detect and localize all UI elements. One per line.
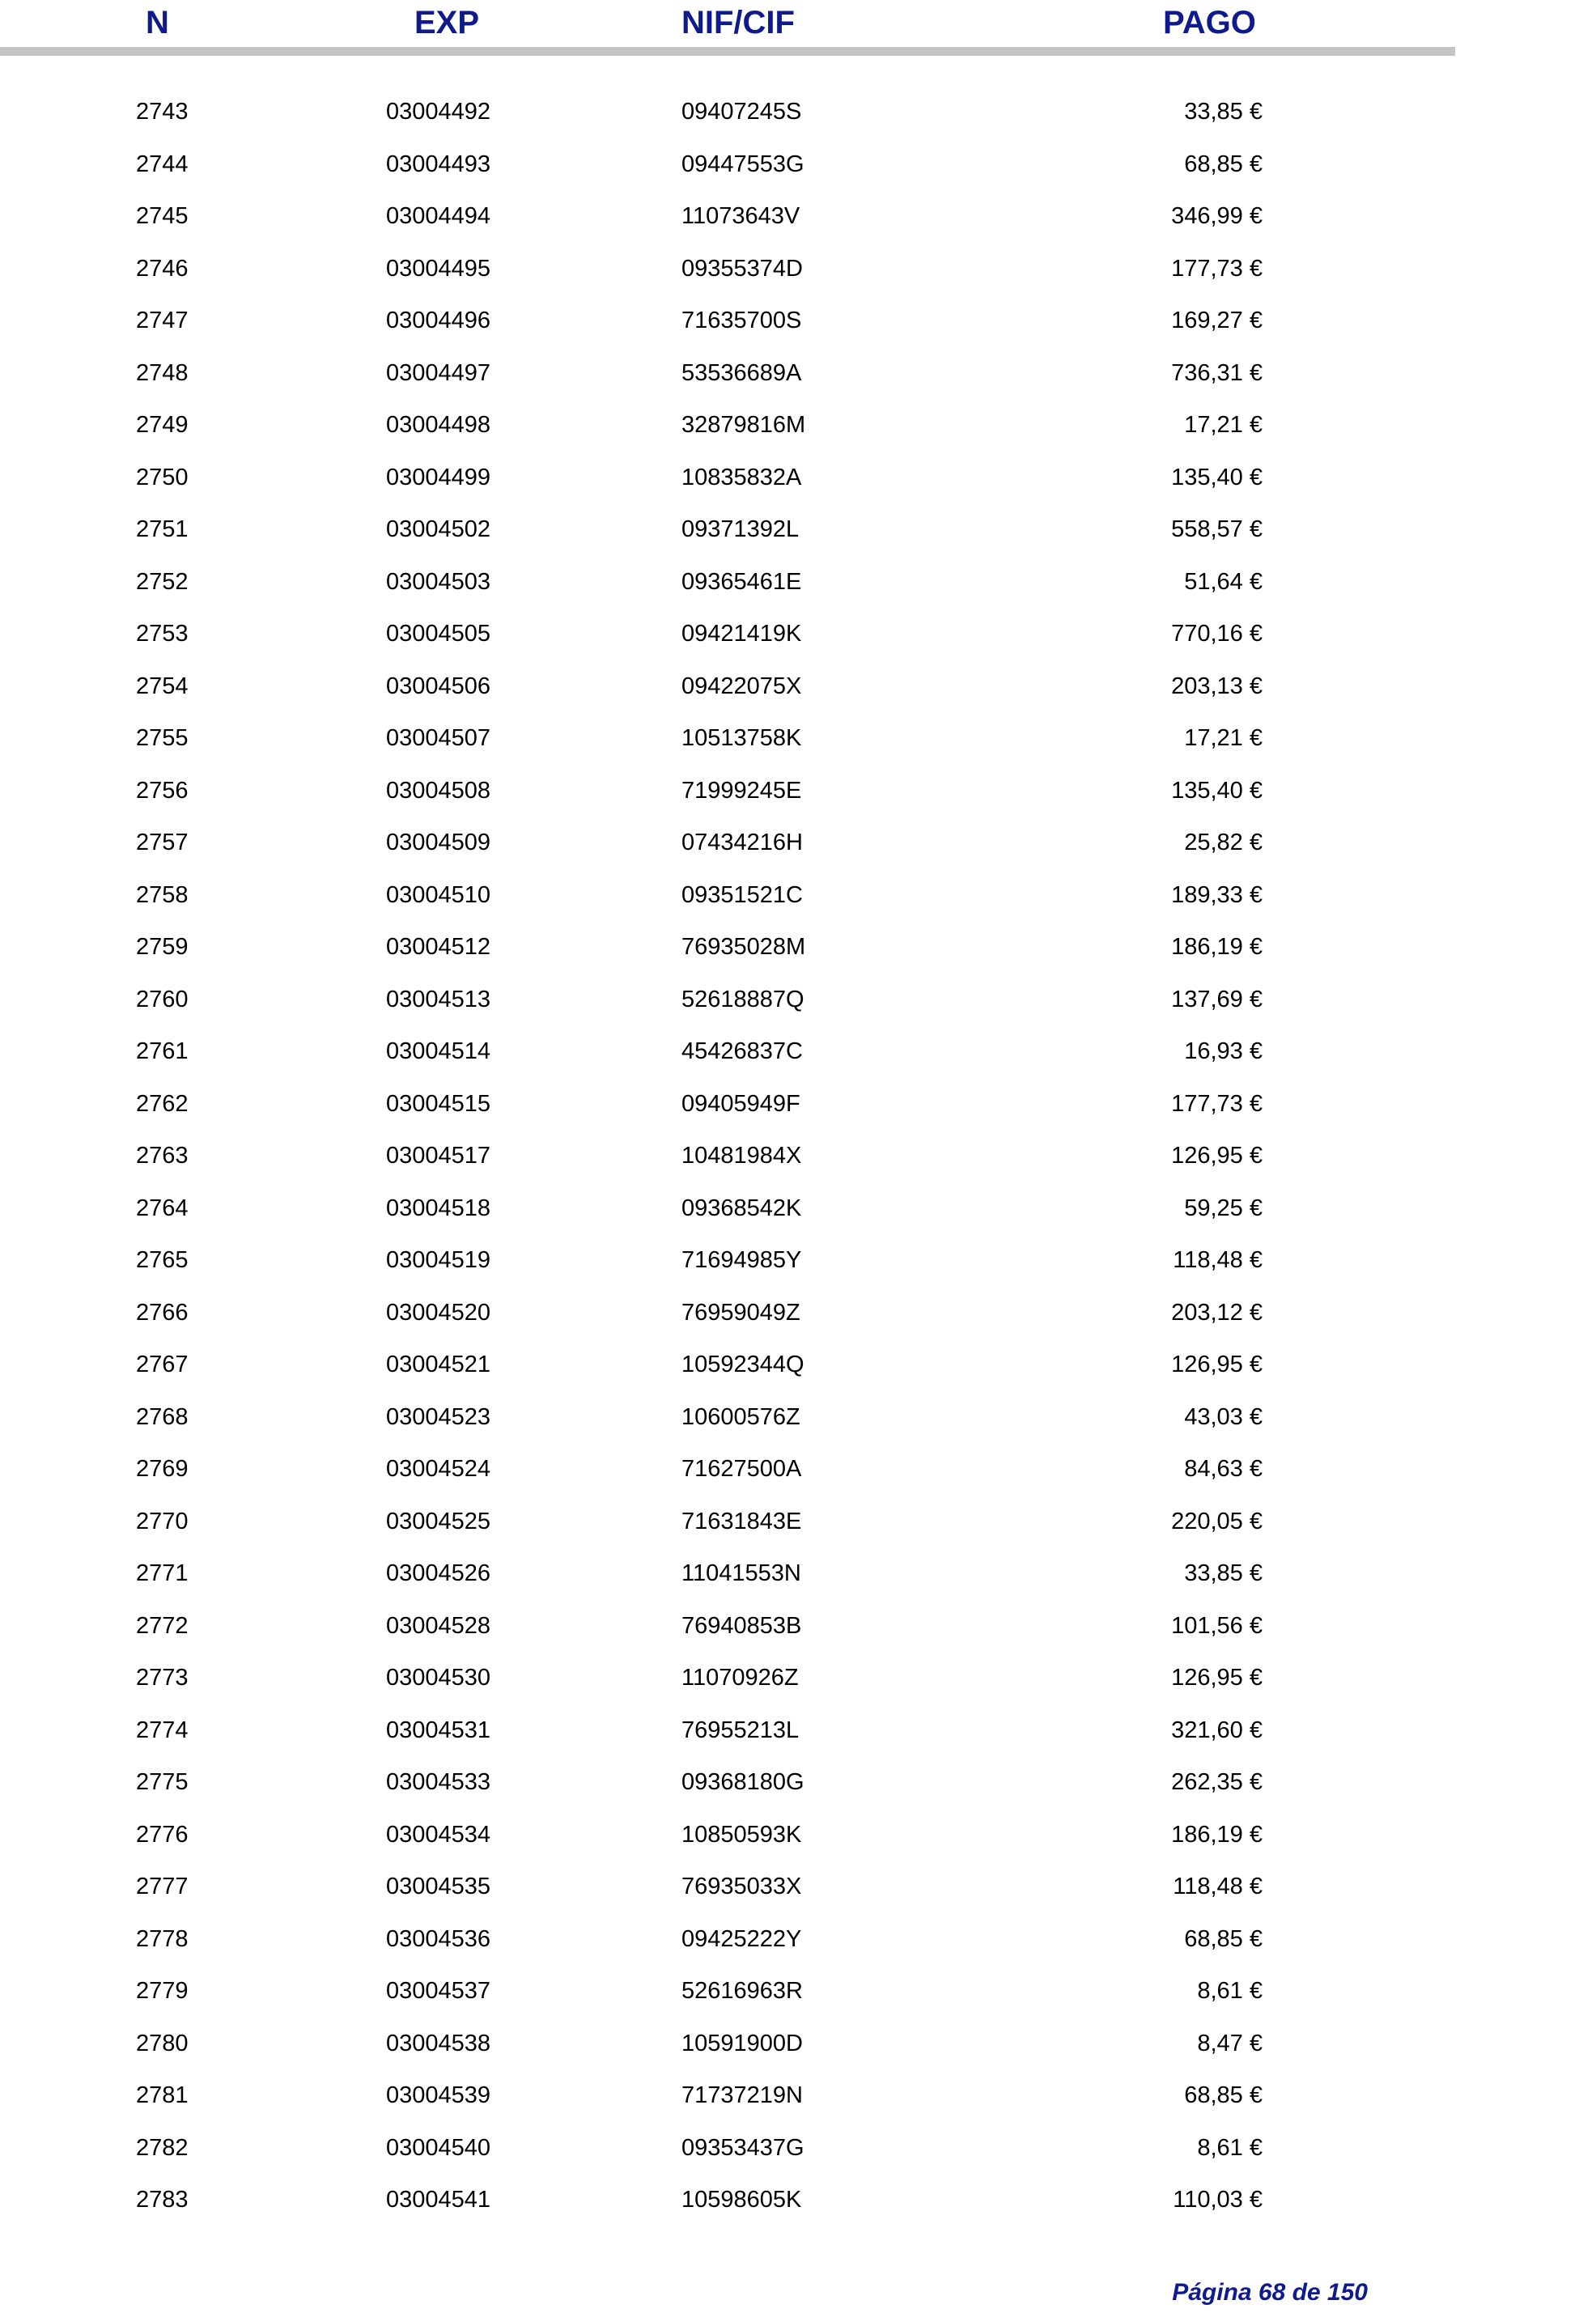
cell-exp: 03004513: [386, 986, 491, 1012]
cell-n: 2783: [136, 2187, 189, 2213]
cell-n: 2762: [136, 1090, 189, 1117]
cell-exp: 03004521: [386, 1352, 491, 1377]
cell-n: 2769: [136, 1456, 189, 1482]
cell-pago: 118,48 €: [1173, 1874, 1263, 1899]
cell-pago: 8,47 €: [1197, 2030, 1263, 2056]
table-row: [0, 456, 1596, 508]
cell-pago: 558,57 €: [1171, 516, 1263, 542]
cell-nif-cif: 10600576Z: [681, 1403, 800, 1430]
cell-nif-cif: 11041553N: [681, 1560, 801, 1586]
cell-n: 2780: [136, 2030, 189, 2056]
cell-exp: 03004514: [386, 1038, 491, 1064]
cell-pago: 186,19 €: [1171, 1821, 1263, 1848]
cell-n: 2767: [136, 1352, 189, 1377]
cell-pago: 177,73 €: [1171, 255, 1263, 282]
table-row: [0, 247, 1596, 299]
cell-nif-cif: 09371392L: [681, 516, 800, 542]
cell-pago: 110,03 €: [1173, 2187, 1263, 2213]
cell-nif-cif: 11073643V: [681, 203, 800, 229]
cell-exp: 03004503: [386, 568, 491, 595]
cell-pago: 220,05 €: [1171, 1508, 1263, 1534]
cell-exp: 03004539: [386, 2082, 491, 2108]
cell-pago: 16,93 €: [1184, 1038, 1263, 1064]
table-row: [0, 1760, 1596, 1813]
table-row: [0, 664, 1596, 717]
cell-pago: 203,13 €: [1171, 673, 1263, 699]
cell-exp: 03004499: [386, 464, 491, 490]
cell-n: 2751: [136, 516, 189, 542]
cell-n: 2747: [136, 308, 189, 333]
cell-n: 2754: [136, 673, 189, 699]
cell-pago: 189,33 €: [1171, 881, 1263, 908]
cell-pago: 770,16 €: [1171, 621, 1263, 647]
table-row: [0, 821, 1596, 873]
cell-nif-cif: 10598605K: [681, 2187, 802, 2213]
cell-n: 2750: [136, 464, 189, 490]
cell-exp: 03004526: [386, 1560, 491, 1586]
cell-exp: 03004541: [386, 2187, 491, 2213]
table-row: [0, 2178, 1596, 2230]
cell-exp: 03004519: [386, 1247, 491, 1273]
table-row: [0, 1500, 1596, 1552]
cell-n: 2782: [136, 2134, 189, 2161]
table-row: [0, 90, 1596, 142]
cell-nif-cif: 32879816M: [681, 412, 806, 438]
cell-n: 2748: [136, 359, 189, 386]
table-row: [0, 1343, 1596, 1395]
cell-pago: 118,48 €: [1173, 1247, 1263, 1273]
table-row: [0, 1238, 1596, 1291]
cell-n: 2775: [136, 1769, 189, 1795]
cell-n: 2763: [136, 1143, 189, 1169]
cell-n: 2758: [136, 881, 189, 908]
cell-exp: 03004497: [386, 359, 491, 386]
cell-nif-cif: 09365461E: [681, 568, 802, 595]
table-row: [0, 560, 1596, 613]
cell-n: 2776: [136, 1821, 189, 1848]
cell-exp: 03004506: [386, 673, 491, 699]
table-row: [0, 612, 1596, 664]
cell-pago: 51,64 €: [1184, 568, 1263, 595]
cell-nif-cif: 76959049Z: [681, 1299, 800, 1326]
table-row: [0, 1447, 1596, 1500]
cell-pago: 262,35 €: [1171, 1769, 1263, 1795]
cell-exp: 03004518: [386, 1195, 491, 1221]
cell-pago: 186,19 €: [1171, 934, 1263, 960]
cell-exp: 03004534: [386, 1821, 491, 1848]
cell-nif-cif: 10513758K: [681, 725, 802, 751]
cell-exp: 03004492: [386, 99, 491, 125]
table-row: [0, 978, 1596, 1030]
table-row: [0, 1134, 1596, 1186]
cell-n: 2781: [136, 2082, 189, 2108]
cell-pago: 135,40 €: [1171, 777, 1263, 804]
cell-exp: 03004530: [386, 1665, 491, 1691]
table-row: [0, 1865, 1596, 1917]
cell-pago: 169,27 €: [1171, 308, 1263, 333]
cell-n: 2773: [136, 1665, 189, 1691]
cell-nif-cif: 09368180G: [681, 1769, 804, 1795]
cell-exp: 03004510: [386, 881, 491, 908]
cell-exp: 03004496: [386, 308, 491, 333]
cell-nif-cif: 71737219N: [681, 2082, 803, 2108]
cell-pago: 736,31 €: [1171, 359, 1263, 386]
cell-exp: 03004524: [386, 1456, 491, 1482]
cell-n: 2770: [136, 1508, 189, 1534]
cell-nif-cif: 71999245E: [681, 777, 802, 804]
cell-exp: 03004508: [386, 777, 491, 804]
cell-pago: 8,61 €: [1197, 2134, 1263, 2161]
cell-n: 2774: [136, 1717, 189, 1743]
cell-n: 2779: [136, 1978, 189, 2004]
table-row: [0, 1029, 1596, 1082]
cell-nif-cif: 10850593K: [681, 1821, 802, 1848]
cell-nif-cif: 09407245S: [681, 99, 802, 125]
cell-pago: 33,85 €: [1184, 1560, 1263, 1586]
cell-n: 2772: [136, 1612, 189, 1639]
table-row: [0, 1551, 1596, 1604]
cell-n: 2766: [136, 1299, 189, 1326]
cell-nif-cif: 45426837C: [681, 1038, 803, 1064]
table-row: [0, 1969, 1596, 2022]
table-row: [0, 351, 1596, 404]
cell-exp: 03004498: [386, 412, 491, 438]
cell-nif-cif: 76955213L: [681, 1717, 800, 1743]
cell-n: 2749: [136, 412, 189, 438]
cell-nif-cif: 10835832A: [681, 464, 802, 490]
table-row: [0, 403, 1596, 456]
table-row: [0, 1656, 1596, 1708]
cell-n: 2757: [136, 830, 189, 855]
cell-nif-cif: 09425222Y: [681, 1925, 802, 1952]
cell-pago: 59,25 €: [1184, 1195, 1263, 1221]
column-header-exp: EXP: [414, 5, 480, 40]
cell-pago: 135,40 €: [1171, 464, 1263, 490]
table-body: [0, 90, 1596, 2230]
table-row: [0, 194, 1596, 247]
cell-exp: 03004515: [386, 1090, 491, 1117]
cell-nif-cif: 76935028M: [681, 934, 806, 960]
cell-n: 2777: [136, 1874, 189, 1899]
table-row: [0, 873, 1596, 926]
cell-n: 2771: [136, 1560, 189, 1586]
cell-pago: 25,82 €: [1184, 830, 1263, 855]
cell-n: 2745: [136, 203, 189, 229]
table-row: [0, 299, 1596, 351]
cell-exp: 03004502: [386, 516, 491, 542]
cell-nif-cif: 10592344Q: [681, 1352, 804, 1377]
table-row: [0, 142, 1596, 195]
cell-pago: 84,63 €: [1184, 1456, 1263, 1482]
cell-pago: 17,21 €: [1184, 725, 1263, 751]
table-row: [0, 1813, 1596, 1865]
table-row: [0, 1917, 1596, 1970]
cell-nif-cif: 10591900D: [681, 2030, 803, 2056]
cell-exp: 03004509: [386, 830, 491, 855]
table-row: [0, 1186, 1596, 1239]
cell-n: 2759: [136, 934, 189, 960]
cell-n: 2764: [136, 1195, 189, 1221]
page-number: Página 68 de 150: [1172, 2279, 1368, 2306]
cell-nif-cif: 09353437G: [681, 2134, 804, 2161]
cell-pago: 177,73 €: [1171, 1090, 1263, 1117]
cell-pago: 17,21 €: [1184, 412, 1263, 438]
cell-n: 2760: [136, 986, 189, 1012]
cell-pago: 68,85 €: [1184, 1925, 1263, 1952]
cell-exp: 03004520: [386, 1299, 491, 1326]
table-row: [0, 2073, 1596, 2126]
cell-nif-cif: 09351521C: [681, 881, 803, 908]
cell-exp: 03004507: [386, 725, 491, 751]
cell-n: 2768: [136, 1403, 189, 1430]
table-header: [0, 0, 1596, 57]
table-row: [0, 2022, 1596, 2074]
column-header-pago: PAGO: [1163, 5, 1256, 40]
cell-exp: 03004505: [386, 621, 491, 647]
header-divider: [0, 47, 1455, 56]
cell-nif-cif: 71627500A: [681, 1456, 802, 1482]
table-row: [0, 1082, 1596, 1135]
cell-pago: 126,95 €: [1171, 1352, 1263, 1377]
cell-exp: 03004517: [386, 1143, 491, 1169]
cell-nif-cif: 53536689A: [681, 359, 802, 386]
cell-exp: 03004535: [386, 1874, 491, 1899]
cell-n: 2765: [136, 1247, 189, 1273]
cell-n: 2755: [136, 725, 189, 751]
cell-pago: 321,60 €: [1171, 1717, 1263, 1743]
cell-pago: 137,69 €: [1171, 986, 1263, 1012]
cell-n: 2744: [136, 151, 189, 177]
cell-exp: 03004533: [386, 1769, 491, 1795]
cell-pago: 33,85 €: [1184, 99, 1263, 125]
cell-exp: 03004537: [386, 1978, 491, 2004]
cell-n: 2761: [136, 1038, 189, 1064]
cell-exp: 03004536: [386, 1925, 491, 1952]
cell-exp: 03004495: [386, 255, 491, 282]
cell-pago: 101,56 €: [1171, 1612, 1263, 1639]
cell-n: 2778: [136, 1925, 189, 1952]
cell-nif-cif: 76935033X: [681, 1874, 802, 1899]
cell-nif-cif: 76940853B: [681, 1612, 802, 1639]
cell-nif-cif: 71631843E: [681, 1508, 802, 1534]
cell-exp: 03004494: [386, 203, 491, 229]
cell-nif-cif: 52616963R: [681, 1978, 803, 2004]
cell-nif-cif: 09368542K: [681, 1195, 802, 1221]
cell-nif-cif: 09421419K: [681, 621, 802, 647]
cell-nif-cif: 10481984X: [681, 1143, 802, 1169]
cell-nif-cif: 09405949F: [681, 1090, 800, 1117]
cell-exp: 03004493: [386, 151, 491, 177]
cell-n: 2753: [136, 621, 189, 647]
cell-exp: 03004512: [386, 934, 491, 960]
table-row: [0, 507, 1596, 560]
cell-pago: 346,99 €: [1171, 203, 1263, 229]
cell-nif-cif: 11070926Z: [681, 1665, 799, 1691]
table-row: [0, 1708, 1596, 1761]
table-row: [0, 769, 1596, 821]
cell-pago: 68,85 €: [1184, 151, 1263, 177]
cell-exp: 03004525: [386, 1508, 491, 1534]
table-row: [0, 2126, 1596, 2179]
cell-nif-cif: 09422075X: [681, 673, 802, 699]
cell-pago: 68,85 €: [1184, 2082, 1263, 2108]
table-row: [0, 925, 1596, 978]
cell-n: 2743: [136, 99, 189, 125]
cell-exp: 03004540: [386, 2134, 491, 2161]
cell-nif-cif: 09355374D: [681, 255, 803, 282]
cell-n: 2756: [136, 777, 189, 804]
table-row: [0, 716, 1596, 769]
table-row: [0, 1291, 1596, 1343]
cell-nif-cif: 09447553G: [681, 151, 804, 177]
column-header-nif-cif: NIF/CIF: [681, 5, 795, 40]
cell-exp: 03004538: [386, 2030, 491, 2056]
table-row: [0, 1604, 1596, 1657]
cell-nif-cif: 52618887Q: [681, 986, 804, 1012]
cell-pago: 43,03 €: [1184, 1403, 1263, 1430]
cell-nif-cif: 71635700S: [681, 308, 802, 333]
cell-exp: 03004528: [386, 1612, 491, 1639]
column-header-n: N: [146, 5, 169, 40]
cell-n: 2752: [136, 568, 189, 595]
cell-exp: 03004523: [386, 1403, 491, 1430]
cell-n: 2746: [136, 255, 189, 282]
cell-nif-cif: 07434216H: [681, 830, 803, 855]
table-row: [0, 1395, 1596, 1448]
cell-pago: 8,61 €: [1197, 1978, 1263, 2004]
cell-nif-cif: 71694985Y: [681, 1247, 802, 1273]
cell-exp: 03004531: [386, 1717, 491, 1743]
cell-pago: 203,12 €: [1171, 1299, 1263, 1326]
cell-pago: 126,95 €: [1171, 1143, 1263, 1169]
cell-pago: 126,95 €: [1171, 1665, 1263, 1691]
